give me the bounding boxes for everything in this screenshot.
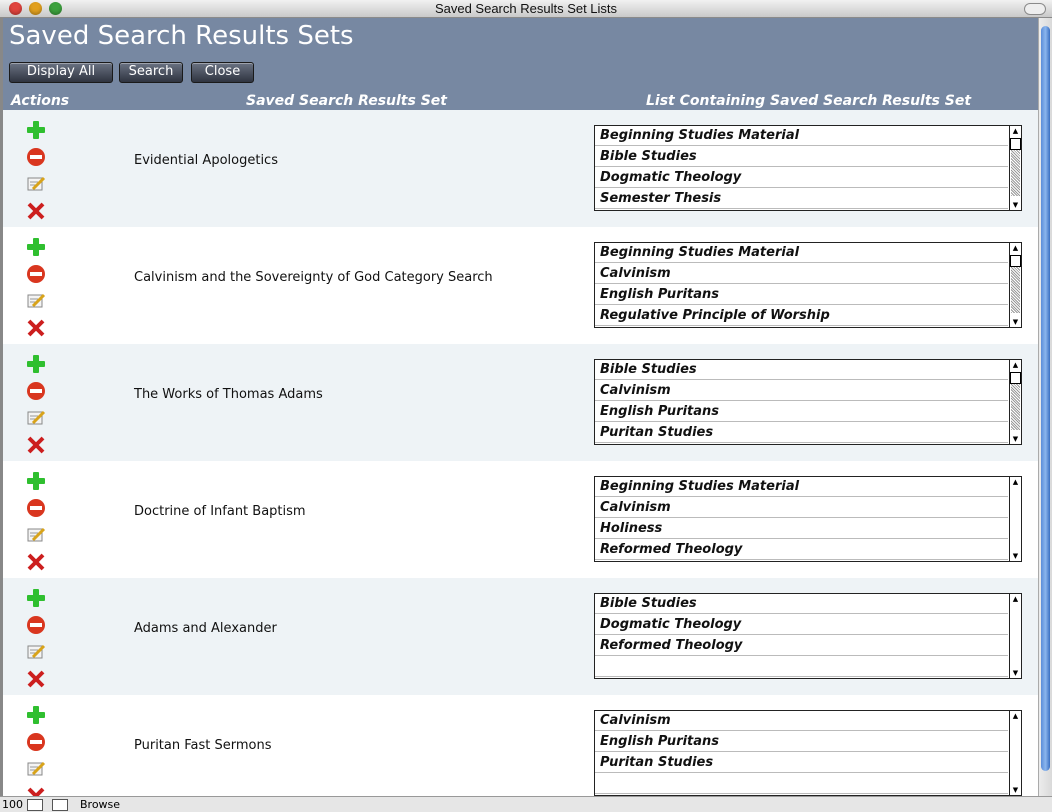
edit-icon[interactable]	[25, 407, 47, 429]
scroll-up-icon[interactable]: ▲	[1012, 595, 1019, 603]
list-scrollbar[interactable]	[1009, 243, 1021, 327]
column-header-actions: Actions	[11, 93, 70, 109]
add-icon[interactable]	[25, 470, 47, 492]
table-row	[3, 461, 1038, 578]
add-icon[interactable]	[25, 353, 47, 375]
delete-icon[interactable]	[25, 785, 47, 796]
list-item[interactable]: Beginning Studies Material	[595, 243, 1008, 263]
saved-set-name[interactable]: Calvinism and the Sovereignty of God Category Search	[134, 270, 493, 285]
list-item[interactable]: Bible Studies	[595, 594, 1008, 614]
containing-lists-box[interactable]	[594, 710, 1022, 796]
add-icon[interactable]	[25, 587, 47, 609]
containing-lists-box[interactable]	[594, 359, 1022, 445]
remove-icon[interactable]	[25, 146, 47, 168]
list-item[interactable]: English Puritans	[595, 285, 1008, 305]
edit-icon[interactable]	[25, 524, 47, 546]
edit-icon[interactable]	[25, 173, 47, 195]
table-row	[3, 578, 1038, 695]
list-item[interactable]: Reformed Theology	[595, 540, 1008, 560]
page-header	[3, 18, 1038, 110]
scroll-up-icon[interactable]: ▲	[1012, 712, 1019, 720]
list-item[interactable]: Dogmatic Theology	[595, 615, 1008, 635]
list-scrollbar[interactable]	[1009, 477, 1021, 561]
edit-icon[interactable]	[25, 290, 47, 312]
list-item[interactable]: Regulative Principle of Worship	[595, 306, 1008, 326]
remove-icon[interactable]	[25, 263, 47, 285]
list-item[interactable]	[595, 657, 1008, 677]
scroll-down-icon[interactable]: ▼	[1012, 201, 1019, 209]
zoom-window-icon[interactable]	[49, 2, 62, 15]
add-icon[interactable]	[25, 704, 47, 726]
list-scrollbar[interactable]	[1009, 126, 1021, 210]
list-item[interactable]: Calvinism	[595, 498, 1008, 518]
containing-lists-box[interactable]	[594, 242, 1022, 328]
list-item[interactable]: Bible Studies	[595, 147, 1008, 167]
list-item[interactable]: Holiness	[595, 519, 1008, 539]
list-item[interactable]: Puritan Studies	[595, 423, 1008, 443]
delete-icon[interactable]	[25, 551, 47, 573]
close-window-icon[interactable]	[9, 2, 22, 15]
scroll-track[interactable]	[1011, 150, 1020, 196]
zoom-icon[interactable]	[27, 799, 43, 811]
list-scrollbar[interactable]	[1009, 711, 1021, 795]
scroll-thumb[interactable]	[1010, 372, 1021, 384]
containing-lists-box[interactable]	[594, 593, 1022, 679]
edit-icon[interactable]	[25, 641, 47, 663]
scroll-down-icon[interactable]: ▼	[1012, 318, 1019, 326]
scroll-down-icon[interactable]: ▼	[1012, 669, 1019, 677]
scroll-up-icon[interactable]: ▲	[1012, 127, 1019, 135]
page-title: Saved Search Results Sets	[9, 21, 354, 51]
table-row	[3, 227, 1038, 344]
saved-set-name[interactable]: The Works of Thomas Adams	[134, 387, 323, 402]
remove-icon[interactable]	[25, 497, 47, 519]
main-content	[3, 18, 1038, 796]
window-scrollbar[interactable]	[1038, 18, 1052, 796]
column-header-list: List Containing Saved Search Results Set	[646, 93, 972, 109]
column-header-set: Saved Search Results Set	[246, 93, 447, 109]
zoom-level[interactable]: 100	[2, 798, 23, 811]
delete-icon[interactable]	[25, 200, 47, 222]
list-item[interactable]: Dogmatic Theology	[595, 168, 1008, 188]
scroll-track[interactable]	[1011, 384, 1020, 430]
display-all-button[interactable]: Display All	[9, 62, 113, 83]
list-item[interactable]: Puritan Studies	[595, 753, 1008, 773]
list-item[interactable]: Semester Thesis	[595, 189, 1008, 209]
table-row	[3, 695, 1038, 796]
window-scrollbar-thumb[interactable]	[1041, 26, 1050, 771]
delete-icon[interactable]	[25, 434, 47, 456]
window-title: Saved Search Results Set Lists	[434, 1, 618, 16]
list-scrollbar[interactable]	[1009, 594, 1021, 678]
add-icon[interactable]	[25, 236, 47, 258]
scroll-thumb[interactable]	[1010, 138, 1021, 150]
list-item[interactable]: English Puritans	[595, 732, 1008, 752]
window-titlebar	[0, 0, 1052, 18]
list-item[interactable]: Calvinism	[595, 264, 1008, 284]
saved-set-name[interactable]: Doctrine of Infant Baptism	[134, 504, 306, 519]
scroll-track[interactable]	[1011, 267, 1020, 313]
list-scrollbar[interactable]	[1009, 360, 1021, 444]
scroll-thumb[interactable]	[1010, 255, 1021, 267]
remove-icon[interactable]	[25, 614, 47, 636]
table-row	[3, 344, 1038, 461]
scroll-up-icon[interactable]: ▲	[1012, 361, 1019, 369]
scroll-up-icon[interactable]: ▲	[1012, 478, 1019, 486]
search-button[interactable]: Search	[119, 62, 183, 83]
list-item[interactable]: Calvinism	[595, 381, 1008, 401]
saved-set-name[interactable]: Puritan Fast Sermons	[134, 738, 272, 753]
list-item[interactable]: Calvinism	[595, 711, 1008, 731]
list-item[interactable]	[595, 774, 1008, 794]
list-item[interactable]: Reformed Theology	[595, 636, 1008, 656]
toolbar-toggle-button[interactable]	[1024, 3, 1046, 15]
list-item[interactable]: Beginning Studies Material	[595, 126, 1008, 146]
table-row	[3, 110, 1038, 227]
scroll-down-icon[interactable]: ▼	[1012, 552, 1019, 560]
status-bar	[0, 796, 1052, 812]
list-item[interactable]: Bible Studies	[595, 360, 1008, 380]
remove-icon[interactable]	[25, 380, 47, 402]
list-item[interactable]: English Puritans	[595, 402, 1008, 422]
scroll-up-icon[interactable]: ▲	[1012, 244, 1019, 252]
add-icon[interactable]	[25, 119, 47, 141]
remove-icon[interactable]	[25, 731, 47, 753]
containing-lists-box[interactable]	[594, 125, 1022, 211]
saved-set-name[interactable]: Adams and Alexander	[134, 621, 277, 636]
saved-set-name[interactable]: Evidential Apologetics	[134, 153, 278, 168]
delete-icon[interactable]	[25, 317, 47, 339]
layout-icon[interactable]	[52, 799, 68, 811]
scroll-down-icon[interactable]: ▼	[1012, 435, 1019, 443]
minimize-window-icon[interactable]	[29, 2, 42, 15]
edit-icon[interactable]	[25, 758, 47, 780]
list-item[interactable]: Beginning Studies Material	[595, 477, 1008, 497]
delete-icon[interactable]	[25, 668, 47, 690]
scroll-down-icon[interactable]: ▼	[1012, 786, 1019, 794]
mode-label: Browse	[80, 798, 121, 811]
containing-lists-box[interactable]	[594, 476, 1022, 562]
close-button[interactable]: Close	[191, 62, 254, 83]
